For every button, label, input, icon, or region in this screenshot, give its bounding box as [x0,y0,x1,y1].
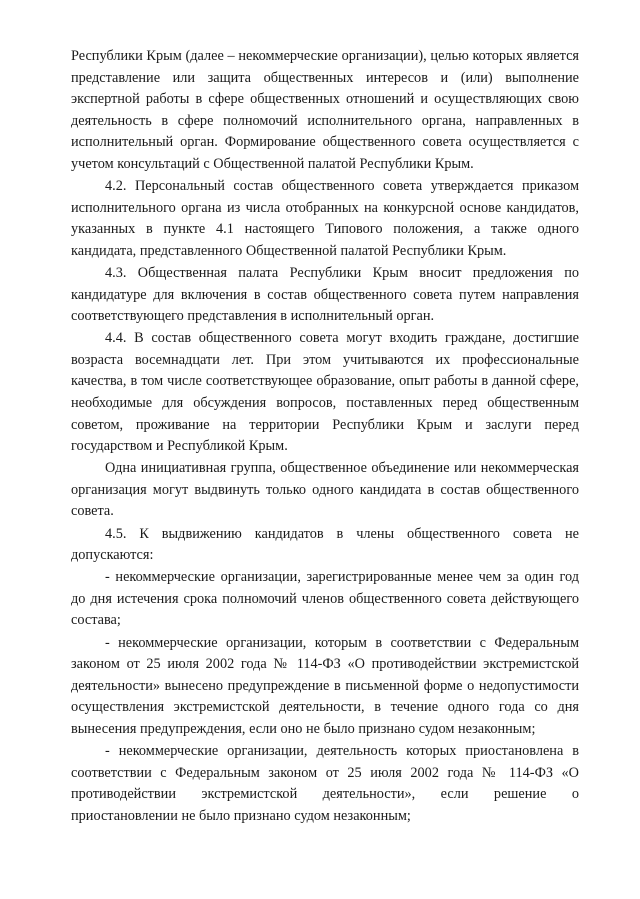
paragraph-one-candidate: Одна инициативная группа, общественное объединение или некоммерческая организация могут выдвинуть только одного кандидата в состав общественного совета. [71,460,579,520]
paragraph-4-5: 4.5. К выдвижению кандидатов в члены общественного совета не допускаются: [71,525,579,564]
paragraph-bullet-1: - некоммерческие организации, зарегистрированные менее чем за один год до дня истечения срока полномочий членов общественного совета действующего состава; [71,569,579,629]
paragraph-4-3: 4.3. Общественная палата Республики Крым вносит предложения по кандидатуре для включения в состав общественного совета путем направления соответствующего представления в исполнительный орган. [71,264,579,325]
paragraph-4-2: 4.2. Персональный состав общественного совета утверждается приказом исполнительного органа из числа отобранных на конкурсной основе кандидатов, указанных в пункте 4.1 настоящего Типового положения, а также одного кандидата, представленного Общественной палатой Республики Крым. [71,178,579,259]
paragraph-continuation: Республики Крым (далее – некоммерческие организации), целью которых является представление или защита общественных интересов и (или) выполнение экспертной работы в сфере общественных отношений и осуществляющих свою деятельность в сфере полномочий исполнительного органа, направленных в исполнительный орган. Формирование общественного совета осуществляется с учетом консультаций с Общественной палатой Республики Крым. [71,48,579,172]
paragraph-bullet-2: - некоммерческие организации, которым в соответствии с Федеральным законом от 25 июля 2002 года № 114-ФЗ «О противодействии экстремистской деятельности» вынесено предупреждение в письменной форме о недопустимости осуществления экстремистской деятельности, в течение одного года со дня вынесения предупреждения, если оно не было признано судом незаконным; [71,634,579,737]
document-page [71,46,579,827]
paragraph-bullet-3: - некоммерческие организации, деятельность которых приостановлена в соответствии с Федеральным законом от 25 июля 2002 года № 114-ФЗ «О противодействии экстремистской деятельности», если решение о приостановлении не было признано судом незаконным; [71,743,579,824]
paragraph-4-4: 4.4. В состав общественного совета могут входить граждане, достигшие возраста восемнадцати лет. При этом учитываются их профессиональные качества, в том числе соответствующее образование, опыт работы в данной сфере, необходимые для обсуждения вопросов, поставленных перед общественным советом, проживание на территории Республики Крым и заслуги перед государством и Республикой Крым. [71,330,579,455]
